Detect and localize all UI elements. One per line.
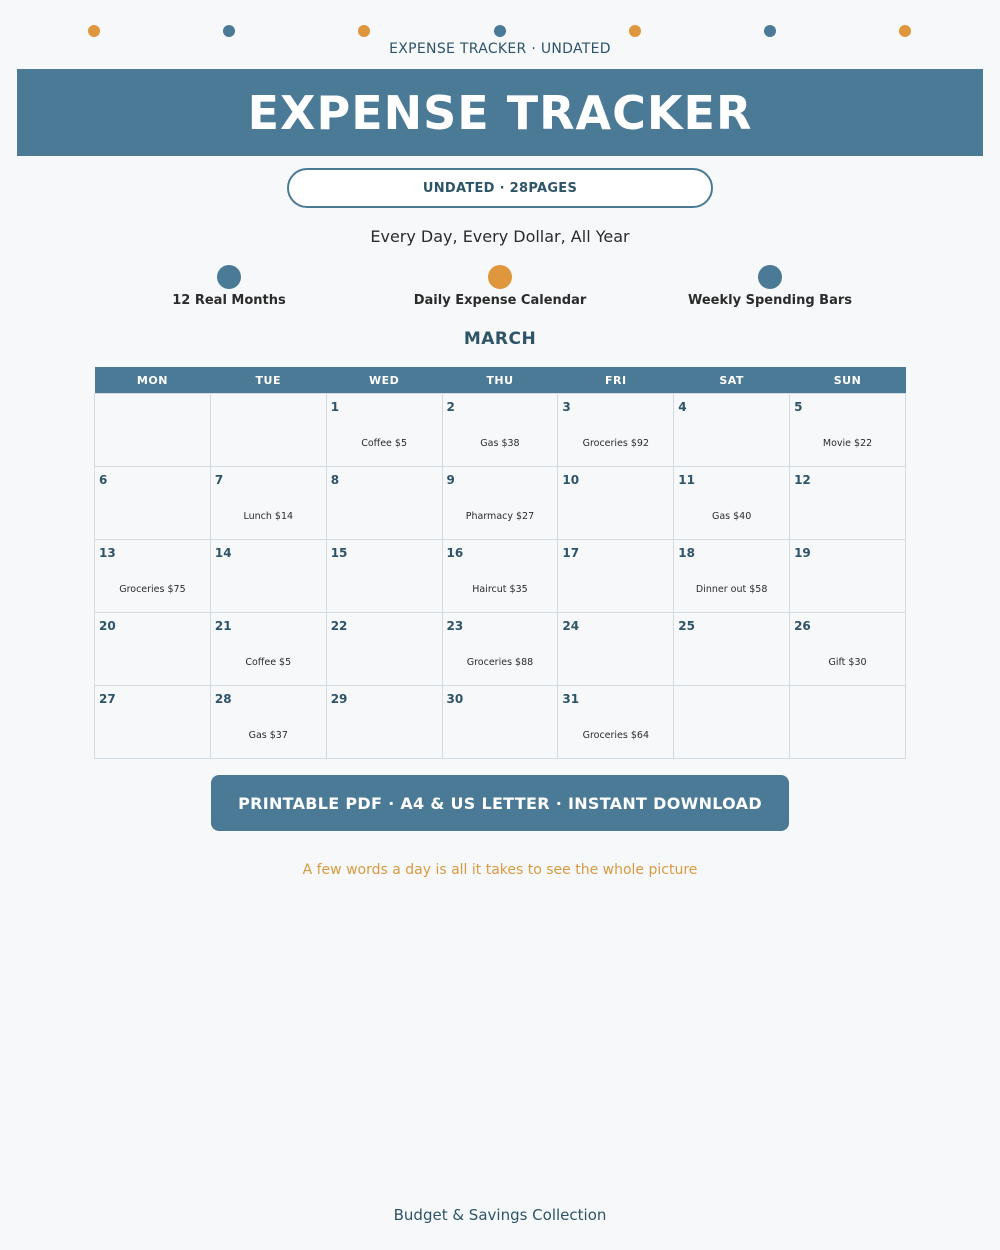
calendar-body — [95, 394, 906, 759]
weekday-header: SUN — [790, 367, 906, 394]
day-number: 26 — [794, 619, 811, 633]
calendar-day-cell — [95, 540, 211, 613]
calendar-day-cell — [442, 467, 558, 540]
day-number: 5 — [794, 400, 803, 414]
day-number: 17 — [562, 546, 580, 560]
weekday-header: THU — [442, 367, 558, 394]
day-number: 4 — [678, 400, 687, 414]
feature-dot-icon — [488, 265, 512, 289]
calendar-day-cell — [210, 540, 326, 613]
day-number: 28 — [214, 692, 232, 706]
month-heading: MARCH — [463, 329, 537, 349]
calendar-day-cell — [95, 394, 211, 467]
feature-item — [109, 265, 349, 308]
day-number: 6 — [99, 473, 108, 487]
expense-entry: Coffee $5 — [245, 657, 292, 668]
calendar-day-cell — [558, 394, 674, 467]
calendar-day-cell — [210, 467, 326, 540]
calendar-day-cell — [558, 540, 674, 613]
weekday-header: SAT — [674, 367, 790, 394]
calendar-day-cell — [558, 467, 674, 540]
calendar-day-cell — [558, 613, 674, 686]
day-number: 24 — [562, 619, 580, 633]
expense-entry: Gift $30 — [828, 657, 867, 668]
day-number: 23 — [446, 619, 464, 633]
expense-entry: Coffee $5 — [361, 438, 407, 449]
calendar-day-cell — [558, 686, 674, 759]
expense-entry: Groceries $75 — [119, 584, 186, 595]
day-number: 27 — [99, 692, 116, 706]
calendar-day-cell — [674, 540, 790, 613]
calendar-day-cell — [674, 394, 790, 467]
calendar-day-cell — [674, 467, 790, 540]
day-number: 15 — [330, 546, 348, 560]
tagline: Every Day, Every Dollar, All Year — [370, 227, 630, 246]
calendar-day-cell — [790, 686, 906, 759]
day-number: 30 — [446, 692, 464, 706]
calendar-day-cell — [790, 394, 906, 467]
day-number: 14 — [214, 546, 232, 560]
calendar-day-cell — [326, 467, 442, 540]
expense-entry: Pharmacy $27 — [465, 511, 535, 522]
dot-icon — [223, 25, 235, 37]
day-number: 31 — [562, 692, 580, 706]
feature-item — [380, 265, 620, 308]
decorative-dot-row — [0, 25, 1000, 37]
expense-entry: Movie $22 — [822, 438, 873, 449]
calendar-week-row — [95, 467, 906, 540]
day-number: 16 — [446, 546, 464, 560]
day-number: 1 — [330, 400, 340, 414]
feature-dot-icon — [217, 265, 241, 289]
calendar-day-cell — [442, 394, 558, 467]
calendar-day-cell — [210, 394, 326, 467]
weekday-header: MON — [95, 367, 211, 394]
weekday-header: TUE — [210, 367, 326, 394]
weekday-header: FRI — [558, 367, 674, 394]
expense-calendar — [94, 367, 906, 759]
calendar-day-cell — [674, 613, 790, 686]
day-number: 10 — [562, 473, 580, 487]
page-title: EXPENSE TRACKER — [247, 85, 753, 140]
day-number: 12 — [794, 473, 811, 487]
quote-text: A few words a day is all it takes to see the whole picture — [302, 862, 698, 878]
expense-entry: Dinner out $58 — [695, 584, 768, 595]
calendar-day-cell — [674, 686, 790, 759]
calendar-week-row — [95, 540, 906, 613]
feature-item — [650, 265, 890, 308]
expense-entry: Lunch $14 — [243, 511, 294, 522]
collection-footer: Budget & Savings Collection — [393, 1206, 607, 1224]
day-number: 2 — [446, 400, 455, 414]
calendar-day-cell — [210, 613, 326, 686]
expense-entry: Gas $37 — [248, 730, 288, 741]
product-badge: UNDATED · 28PAGES — [287, 168, 713, 208]
calendar-day-cell — [326, 394, 442, 467]
expense-entry: Gas $38 — [480, 438, 520, 449]
calendar-day-cell — [95, 686, 211, 759]
calendar-day-cell — [790, 467, 906, 540]
calendar-week-row — [95, 686, 906, 759]
calendar-day-cell — [326, 613, 442, 686]
title-banner — [17, 69, 983, 156]
weekday-header: WED — [326, 367, 442, 394]
day-number: 9 — [446, 473, 455, 487]
calendar-day-cell — [790, 540, 906, 613]
day-number: 20 — [99, 619, 116, 633]
day-number: 21 — [214, 619, 232, 633]
calendar-day-cell — [442, 686, 558, 759]
expense-entry: Groceries $92 — [582, 438, 650, 449]
calendar-day-cell — [442, 540, 558, 613]
day-number: 22 — [330, 619, 348, 633]
calendar-day-cell — [95, 613, 211, 686]
calendar-day-cell — [326, 686, 442, 759]
feature-label: 12 Real Months — [172, 293, 286, 308]
expense-entry: Groceries $88 — [466, 657, 534, 668]
day-number: 8 — [330, 473, 340, 487]
day-number: 29 — [330, 692, 348, 706]
calendar-day-cell — [210, 686, 326, 759]
feature-label: Daily Expense Calendar — [413, 293, 587, 308]
calendar-week-row — [95, 613, 906, 686]
day-number: 25 — [678, 619, 695, 633]
calendar-day-cell — [326, 540, 442, 613]
day-number: 13 — [99, 546, 116, 560]
day-number: 19 — [794, 546, 811, 560]
dot-icon — [494, 25, 506, 37]
day-number: 11 — [678, 473, 695, 487]
feature-label: Weekly Spending Bars — [687, 293, 853, 308]
calendar-day-cell — [95, 467, 211, 540]
dot-icon — [629, 25, 641, 37]
calendar-day-cell — [790, 613, 906, 686]
expense-entry: Haircut $35 — [472, 584, 528, 595]
feature-dot-icon — [758, 265, 782, 289]
day-number: 3 — [562, 400, 571, 414]
dot-icon — [899, 25, 911, 37]
day-number: 7 — [214, 473, 224, 487]
expense-entry: Gas $40 — [711, 511, 752, 522]
dot-icon — [358, 25, 370, 37]
dot-icon — [88, 25, 100, 37]
expense-entry: Groceries $64 — [582, 730, 650, 741]
dot-icon — [764, 25, 776, 37]
calendar-week-row — [95, 394, 906, 467]
download-button[interactable]: PRINTABLE PDF · A4 & US LETTER · INSTANT DOWNLOAD — [211, 775, 789, 831]
weekday-header-row — [95, 367, 906, 394]
eyebrow-text: EXPENSE TRACKER · UNDATED — [389, 41, 611, 57]
day-number: 18 — [678, 546, 695, 560]
calendar-day-cell — [442, 613, 558, 686]
